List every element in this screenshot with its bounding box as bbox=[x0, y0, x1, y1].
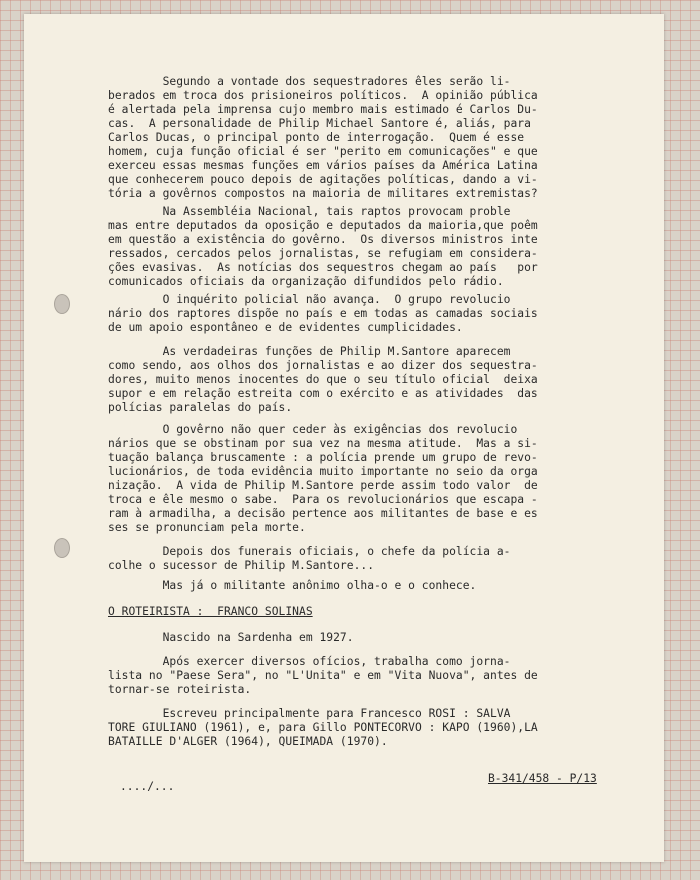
text-line: nário dos raptores dispõe no país e em todas as camadas sociais bbox=[108, 307, 538, 320]
text-line: em questão a existência do govêrno. Os diversos ministros inte bbox=[108, 233, 538, 246]
text-line: Nascido na Sardenha em 1927. bbox=[108, 631, 354, 644]
section-heading: O ROTEIRISTA : FRANCO SOLINAS bbox=[108, 605, 313, 618]
text-line: Escreveu principalmente para Francesco ROSI : SALVA bbox=[108, 707, 511, 720]
text-line: tória a govêrnos compostos na maioria de militares extremistas? bbox=[108, 187, 538, 200]
text-line: ses se pronunciam pela morte. bbox=[108, 521, 306, 534]
text-line: supor e em relação estreita com o exército e as atividades das bbox=[108, 387, 538, 400]
text-line: nários que se obstinam por sua vez na mesma atitude. Mas a si- bbox=[108, 437, 538, 450]
punch-hole bbox=[54, 294, 70, 314]
text-line: tuação balança bruscamente : a polícia prende um grupo de revo- bbox=[108, 451, 538, 464]
text-line: exerceu essas mesmas funções em vários países da América Latina bbox=[108, 159, 538, 172]
text-line: homem, cuja função oficial é ser "perito em comunicações" e que bbox=[108, 145, 538, 158]
text-line: mas entre deputados da oposição e deputados da maioria,que poêm bbox=[108, 219, 538, 232]
text-line: O govêrno não quer ceder às exigências dos revolucio bbox=[108, 423, 518, 436]
text-line: berados em troca dos prisioneiros políticos. A opinião pública bbox=[108, 89, 538, 102]
text-line: colhe o sucessor de Philip M.Santore... bbox=[108, 559, 375, 572]
text-line: é alertada pela imprensa cujo membro mais estimado é Carlos Du- bbox=[108, 103, 538, 116]
text-line: cas. A personalidade de Philip Michael Santore é, aliás, para bbox=[108, 117, 531, 130]
page-reference: B-341/458 - P/13 bbox=[488, 772, 597, 785]
text-line: ções evasivas. As notícias dos sequestros chegam ao país por bbox=[108, 261, 538, 274]
text-line: TORE GIULIANO (1961), e, para Gillo PONTECORVO : KAPO (1960),LA bbox=[108, 721, 538, 734]
text-line: As verdadeiras funções de Philip M.Santore aparecem bbox=[108, 345, 511, 358]
text-line: de um apoio espontâneo e de evidentes cumplicidades. bbox=[108, 321, 463, 334]
punch-hole bbox=[54, 538, 70, 558]
text-line: troca e êle mesmo o sabe. Para os revolucionários que escapa - bbox=[108, 493, 538, 506]
text-line: nização. A vida de Philip M.Santore perde assim todo valor de bbox=[108, 479, 538, 492]
text-line: que conhecerem pouco depois de agitações políticas, dando a vi- bbox=[108, 173, 538, 186]
text-line: BATAILLE D'ALGER (1964), QUEIMADA (1970). bbox=[108, 735, 388, 748]
text-line: Depois dos funerais oficiais, o chefe da polícia a- bbox=[108, 545, 511, 558]
document-page bbox=[24, 14, 664, 862]
text-line: ressados, cercados pelos jornalistas, se refugiam em considera- bbox=[108, 247, 538, 260]
text-line: Segundo a vontade dos sequestradores êles serão li- bbox=[108, 75, 511, 88]
text-line: Carlos Ducas, o principal ponto de interrogação. Quem é esse bbox=[108, 131, 525, 144]
text-line: Mas já o militante anônimo olha-o e o conhece. bbox=[108, 579, 477, 592]
text-line: dores, muito menos inocentes do que o seu título oficial deixa bbox=[108, 373, 538, 386]
text-line: como sendo, aos olhos dos jornalistas e ao dizer dos sequestra- bbox=[108, 359, 538, 372]
text-line: O inquérito policial não avança. O grupo revolucio bbox=[108, 293, 511, 306]
text-line: lista no "Paese Sera", no "L'Unita" e em "Vita Nuova", antes de bbox=[108, 669, 538, 682]
text-line: Após exercer diversos ofícios, trabalha como jorna- bbox=[108, 655, 511, 668]
text-line: ram à armadilha, a decisão pertence aos militantes de base e es bbox=[108, 507, 538, 520]
text-line: lucionários, de toda evidência muito importante no seio da orga bbox=[108, 465, 538, 478]
text-line: comunicados oficiais da organização difundidos pelo rádio. bbox=[108, 275, 504, 288]
continuation-mark: ..../... bbox=[120, 780, 175, 793]
text-line: polícias paralelas do país. bbox=[108, 401, 293, 414]
text-line: tornar-se roteirista. bbox=[108, 683, 252, 696]
text-line: Na Assembléia Nacional, tais raptos provocam proble bbox=[108, 205, 511, 218]
